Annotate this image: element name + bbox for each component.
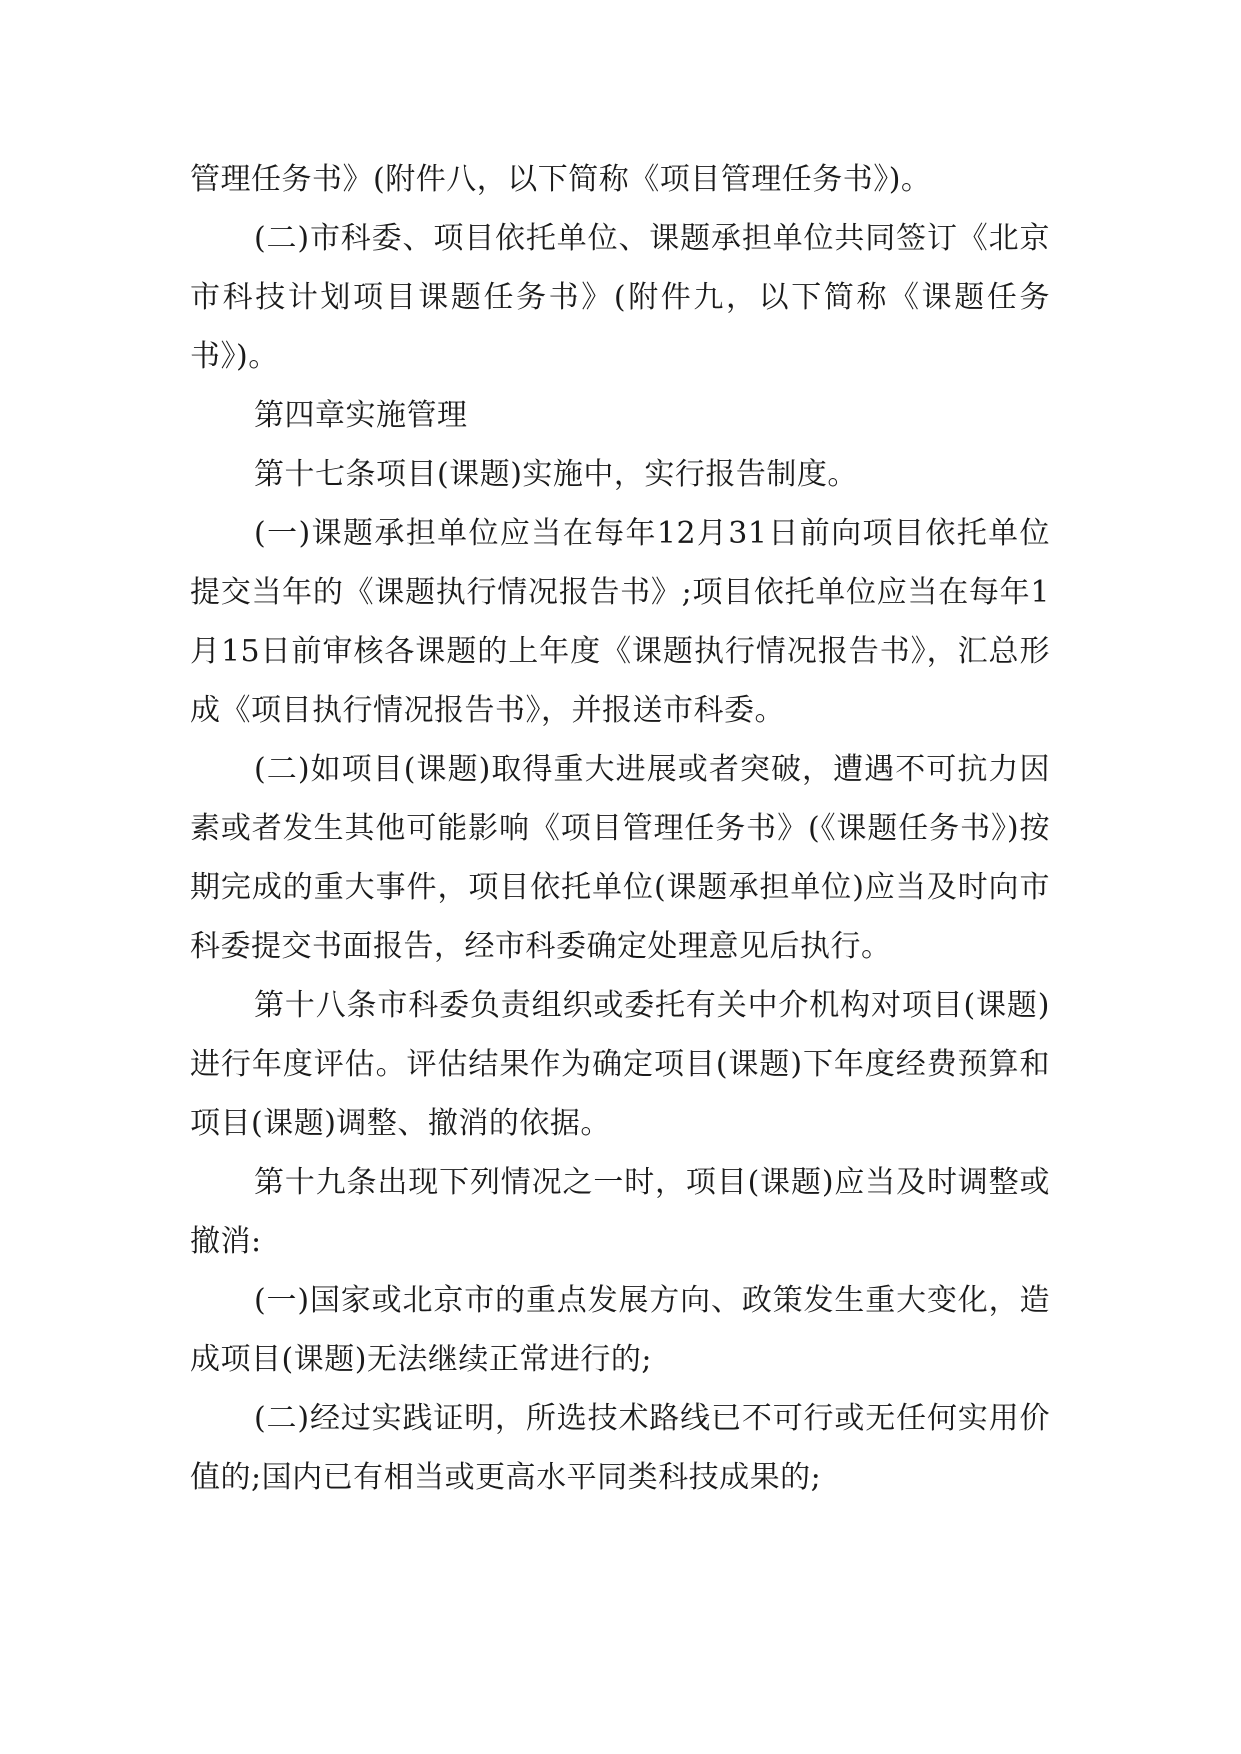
document-body [190, 150, 1050, 1507]
paragraph-2: (二)市科委、项目依托单位、课题承担单位共同签订《北京市科技计划项目课题任务书》(附件九，以下简称《课题任务书》)。 [190, 221, 1050, 374]
article-19-item-1: (一)国家或北京市的重点发展方向、政策发生重大变化，造成项目(课题)无法继续正常进行的; [190, 1283, 1050, 1377]
chapter-heading: 第四章实施管理 [254, 398, 468, 433]
article-19: 第十九条出现下列情况之一时，项目(课题)应当及时调整或撤消: [190, 1165, 1050, 1259]
article-17: 第十七条项目(课题)实施中，实行报告制度。 [254, 457, 858, 492]
article-18: 第十八条市科委负责组织或委托有关中介机构对项目(课题)进行年度评估。评估结果作为确定项目(课题)下年度经费预算和项目(课题)调整、撤消的依据。 [190, 988, 1050, 1141]
paragraph-1: 管理任务书》(附件八，以下简称《项目管理任务书》)。 [190, 162, 932, 197]
article-19-item-2: (二)经过实践证明，所选技术路线已不可行或无任何实用价值的;国内已有相当或更高水平同类科技成果的; [190, 1401, 1050, 1495]
article-17-item-1: (一)课题承担单位应当在每年12月31日前向项目依托单位提交当年的《课题执行情况报告书》;项目依托单位应当在每年1月15日前审核各课题的上年度《课题执行情况报告书》，汇总形成《项目执行情况报告书》，并报送市科委。 [190, 516, 1050, 728]
article-17-item-2: (二)如项目(课题)取得重大进展或者突破，遭遇不可抗力因素或者发生其他可能影响《项目管理任务书》(《课题任务书》)按期完成的重大事件，项目依托单位(课题承担单位)应当及时向市科委提交书面报告，经市科委确定处理意见后执行。 [190, 752, 1050, 964]
